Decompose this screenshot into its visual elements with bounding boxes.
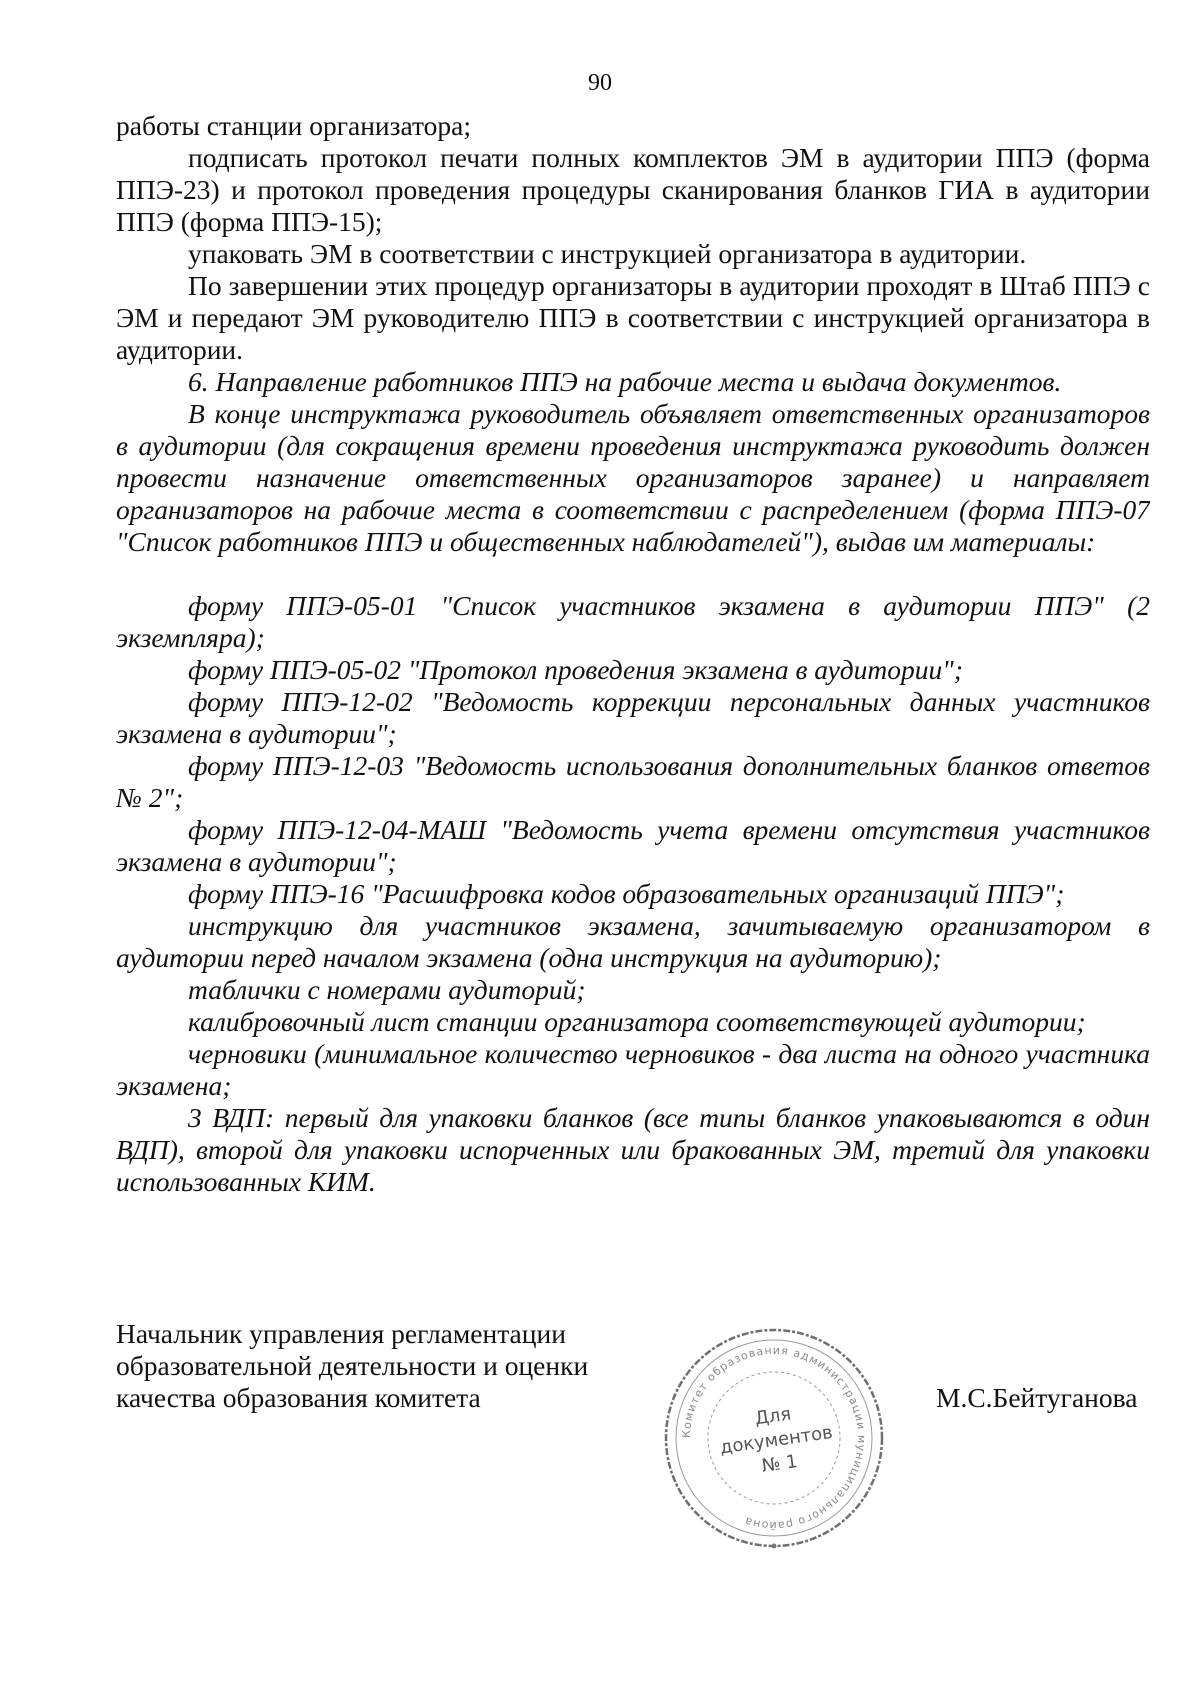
paragraph: В конце инструктажа руководитель объявляет ответственных организаторов в аудитории (для сокращения времени проведения инструктажа руководить должен провести назначение ответственных организаторов заранее) и направляет организаторов на рабочие места в соответствии с распределением (форма ППЭ-07 "Список работников ППЭ и общественных наблюдателей"), выдав им материалы: (116, 398, 1150, 557)
document-body (116, 110, 1150, 1198)
paragraph: 6. Направление работников ППЭ на рабочие места и выдача документов. (188, 366, 1062, 397)
signatory-title-line: Начальник управления регламентации (116, 1318, 566, 1349)
official-stamp (658, 1322, 890, 1554)
paragraph: подписать протокол печати полных комплектов ЭМ в аудитории ППЭ (форма ППЭ-23) и протокол проведения процедуры сканирования бланков ГИА в аудитории ППЭ (форма ППЭ-15); (116, 142, 1150, 237)
list-item: форму ППЭ-12-02 "Ведомость коррекции персональных данных участников экзамена в аудитории"; (116, 686, 1150, 749)
list-item: форму ППЭ-16 "Расшифровка кодов образовательных организаций ППЭ"; (188, 878, 1065, 909)
signatory-title-line: качества образования комитета (116, 1382, 481, 1413)
list-item: 3 ВДП: первый для упаковки бланков (все типы бланков упаковываются в один ВДП), второй для упаковки испорченных или бракованных ЭМ, третий для упаковки использованных КИМ. (116, 1102, 1150, 1197)
paragraph: работы станции организатора; (116, 110, 471, 141)
paragraph: По завершении этих процедур организаторы в аудитории проходят в Штаб ППЭ с ЭМ и передают ЭМ руководителю ППЭ в соответствии с инструкцией организатора в аудитории. (116, 270, 1150, 365)
signatory-title-line: образовательной деятельности и оценки (116, 1350, 589, 1381)
list-item: форму ППЭ-12-03 "Ведомость использования дополнительных бланков ответов № 2"; (116, 750, 1150, 813)
list-item: форму ППЭ-12-04-МАШ "Ведомость учета времени отсутствия участников экзамена в аудитории"; (116, 814, 1150, 877)
stamp-center-text: Для (753, 1403, 793, 1430)
list-item: форму ППЭ-05-02 "Протокол проведения экзамена в аудитории"; (188, 654, 963, 685)
list-item: черновики (минимальное количество черновиков - два листа на одного участника экзамена; (116, 1038, 1150, 1101)
list-item: инструкцию для участников экзамена, зачитываемую организатором в аудитории перед началом экзамена (одна инструкция на аудиторию); (116, 910, 1150, 973)
list-item: калибровочный лист станции организатора соответствующей аудитории; (188, 1006, 1086, 1037)
page-number: 90 (588, 70, 612, 96)
stamp-center-text: документов (718, 1421, 834, 1459)
signature-block (116, 1318, 588, 1414)
list-item: таблички с номерами аудиторий; (188, 974, 586, 1005)
paragraph: упаковать ЭМ в соответствии с инструкцией организатора в аудитории. (188, 238, 1027, 269)
signatory-name: М.С.Бейтуганова (936, 1382, 1138, 1413)
stamp-center-text: № 1 (760, 1451, 799, 1477)
stamp-ring-text: Комитет образования администрации муниципального района (679, 1343, 869, 1533)
list-item: форму ППЭ-05-01 "Список участников экзамена в аудитории ППЭ" (2 экземпляра); (116, 590, 1150, 653)
